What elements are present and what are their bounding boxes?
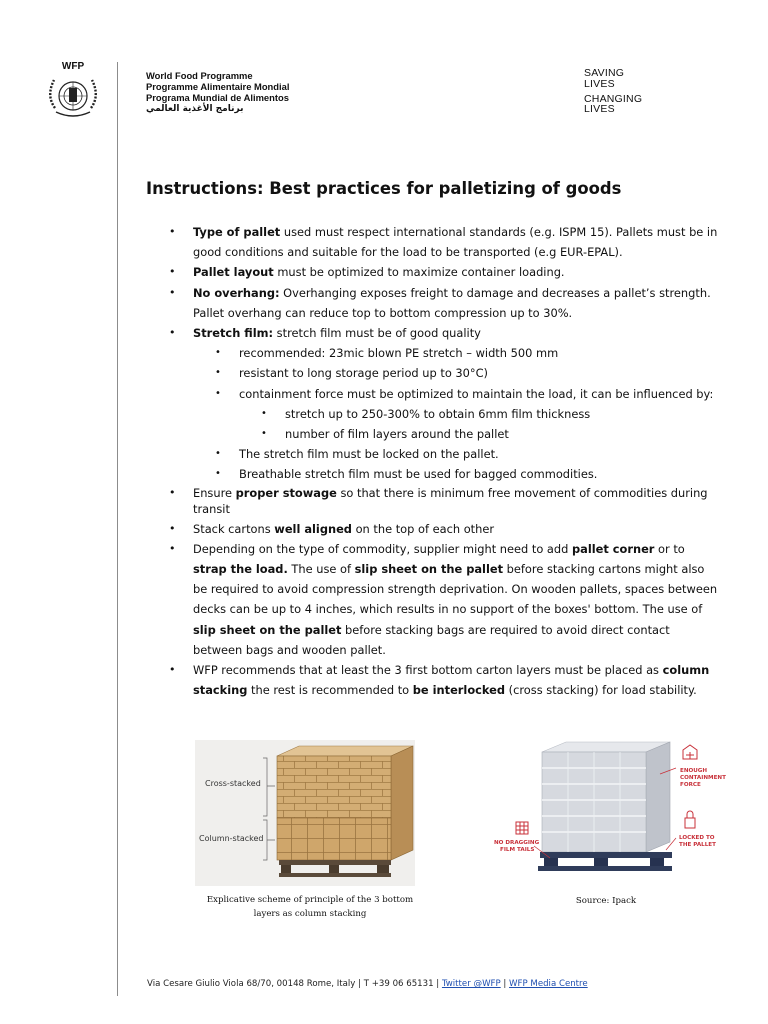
column-stacking-figure <box>195 740 415 886</box>
tagline-line: LIVES <box>584 103 615 116</box>
logo-text: WFP <box>61 61 85 72</box>
list-item: • Pallet layout must be optimized to maximize container loading. <box>193 262 718 282</box>
list-item: • Type of pallet used must respect international standards (e.g. ISPM 15). Pallets must be in good conditions and suitable for the load to be transported (e.g EUR-EPAL). <box>193 222 718 262</box>
stretch-film-figure <box>490 738 726 888</box>
sub-list-item: • The stretch film must be locked on the pallet. <box>239 444 718 464</box>
sub-sub-list-item: • number of film layers around the pallet <box>285 424 718 444</box>
twitter-link[interactable]: Twitter @WFP <box>441 979 501 989</box>
caption-line: Explicative scheme of principle of the 3 bottom <box>206 895 414 905</box>
figure1-caption <box>196 893 424 921</box>
org-name-ar: برنامج الأغذية العالمي <box>146 103 244 114</box>
tagline-line: SAVING <box>584 67 625 79</box>
list-item: • No overhang: Overhanging exposes freight to damage and decreases a pallet’s strength. Pallet overhang can reduce top to bottom compression up to 30%. <box>193 283 718 323</box>
tagline-line: CHANGING <box>584 92 643 105</box>
footer-separator: | <box>500 979 510 989</box>
org-name-es: Programa Mundial de Alimentos <box>146 92 289 104</box>
locked-label: THE PALLET <box>679 842 716 848</box>
list-item: • Stretch film: stretch film must be of good quality • recommended: 23mic blown PE stretch – width 500 mm • resistant to long storage period up to 30°C) • containment force must be optimized to maintain the load, it can be influenced by: • stretch up to 250-300% to obtain 6mm film thickness • number of film layers around the pallet • The stretch film must be locked on the pallet. • Breathable stretch film must be used for bagged commodities. <box>193 323 718 485</box>
sub-list-item: • resistant to long storage period up to 30°C) <box>239 363 718 383</box>
list-item: • Ensure proper stowage so that there is minimum free movement of commodities during transit <box>193 485 718 517</box>
sub-list-item: • recommended: 23mic blown PE stretch – width 500 mm <box>239 343 718 363</box>
tagline <box>584 68 642 115</box>
org-name-fr: Programme Alimentaire Mondial <box>146 81 290 93</box>
tails-label: FILM TAILS <box>500 847 535 853</box>
page-title: Instructions: Best practices for palletizing of goods <box>146 179 622 198</box>
org-name-en: World Food Programme <box>146 70 253 81</box>
tails-label: NO DRAGGING <box>494 840 540 846</box>
sub-list-item: • Breathable stretch film must be used for bagged commodities. <box>239 464 718 484</box>
list-item: • Stack cartons well aligned on the top of each other <box>193 519 718 539</box>
cross-stacked-label: Cross-stacked <box>205 779 261 788</box>
containment-label: FORCE <box>680 782 701 788</box>
media-centre-link[interactable]: WFP Media Centre <box>509 979 588 989</box>
footer <box>147 979 588 989</box>
sub-sub-list-item: • stretch up to 250-300% to obtain 6mm film thickness <box>285 404 718 424</box>
locked-label: LOCKED TO <box>679 835 715 841</box>
figure2-caption: Source: Ipack <box>575 896 637 906</box>
caption-line: layers as column stacking <box>253 909 367 919</box>
tagline-line: LIVES <box>584 77 615 90</box>
instructions-list <box>0 222 768 700</box>
list-item: • WFP recommends that at least the 3 first bottom carton layers must be placed as column stacking the rest is recommended to be interlocked (cross stacking) for load stability. <box>193 660 718 700</box>
footer-address: Via Cesare Giulio Viola 68/70, 00148 Rome, Italy | T +39 06 65131 | <box>147 979 442 989</box>
sub-list-item: • containment force must be optimized to maintain the load, it can be influenced by: • stretch up to 250-300% to obtain 6mm film thickness • number of film layers around the pallet <box>239 384 718 445</box>
column-stacked-label: Column-stacked <box>199 834 264 843</box>
wfp-logo <box>40 60 106 122</box>
list-item: • Depending on the type of commodity, supplier might need to add pallet corner or to strap the load. The use of slip sheet on the pallet before stacking cartons might also be required to avoid compression strength deprivation. On wooden pallets, spaces between decks can be up to 4 inches, which results in no support of the boxes' bottom. The use of slip sheet on the pallet before stacking bags are required to avoid direct contact between bags and wooden pallet. <box>193 539 718 660</box>
organization-names <box>146 70 289 115</box>
containment-label: CONTAINMENT <box>680 775 726 781</box>
containment-label: ENOUGH <box>680 768 708 774</box>
